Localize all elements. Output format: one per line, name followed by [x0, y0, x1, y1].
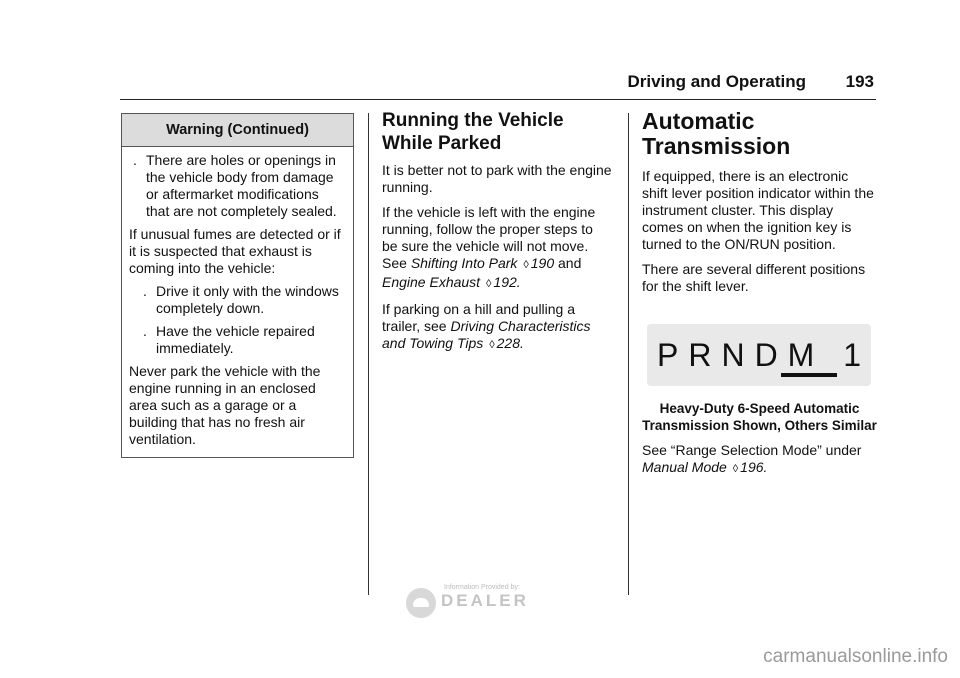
warning-box: [121, 113, 354, 458]
warning-bullet: [139, 283, 345, 317]
paragraph-text: If parking on a hill and pulling a trailer, see: [382, 301, 576, 334]
indicator-underline: [781, 373, 837, 377]
reference-link[interactable]: Engine Exhaust: [382, 274, 481, 290]
warning-paragraph: Never park the vehicle with the engine running in an enclosed area such as a garage or a building that has no fresh air ventilation.: [129, 363, 321, 447]
bullet-icon: .: [143, 323, 147, 339]
header-title: Driving and Operating: [627, 72, 806, 91]
dealer-logo-icon: [406, 588, 436, 618]
page-reference-icon: ◊: [732, 463, 739, 475]
indicator-letters: PRNDM: [657, 337, 825, 373]
reference-page[interactable]: 190: [530, 255, 555, 271]
watermark-brand: DEALER: [441, 591, 529, 610]
page-header: [120, 72, 876, 100]
reference-page[interactable]: 228.: [496, 335, 524, 351]
column-divider-left: [368, 113, 369, 595]
warning-sub-bullets: [129, 283, 345, 357]
page-reference-icon: ◊: [485, 278, 492, 290]
body-paragraph: [382, 204, 612, 293]
reference-link[interactable]: Shifting Into Park: [410, 255, 518, 271]
paragraph-text: and: [558, 255, 582, 271]
section-heading: Running the Vehicle While Parked: [382, 110, 564, 154]
body-paragraph: If equipped, there is an electronic shift lever position indicator within the instrument cluster. This display comes on when the ignition key is turned to the ON/RUN position.: [642, 168, 874, 252]
column-running-parked: [382, 109, 612, 362]
watermark-small-text: Information Provided by:: [444, 584, 520, 591]
paragraph-text: See “Range Selection Mode” under: [642, 442, 862, 458]
section-heading: Automatic Transmission: [642, 108, 791, 159]
indicator-digit: 1: [843, 337, 861, 373]
column-divider-right: [628, 113, 629, 595]
reference-link[interactable]: Driving Characteristics and Towing Tips: [382, 318, 591, 351]
page-number: 193: [845, 72, 874, 91]
warning-heading: Warning (Continued): [122, 114, 353, 147]
warning-bullet-text: Drive it only with the windows completely down.: [156, 283, 339, 316]
warning-bullet-text: Have the vehicle repaired immediately.: [156, 323, 315, 356]
body-paragraph: It is better not to park with the engine running.: [382, 162, 612, 195]
site-footer[interactable]: carmanualsonline.info: [763, 646, 948, 667]
bullet-icon: .: [143, 283, 147, 299]
body-paragraph: There are several different positions for the shift lever.: [642, 261, 866, 294]
page-reference-icon: ◊: [523, 259, 529, 271]
warning-paragraph: If unusual fumes are detected or if it is suspected that exhaust is coming into the vehicle:: [129, 226, 341, 276]
warning-bullet: [129, 152, 345, 220]
warning-body: [122, 147, 353, 448]
reference-page[interactable]: 192.: [493, 274, 521, 290]
figure-caption: Heavy-Duty 6-Speed Automatic Transmission Shown, Others Similar: [642, 401, 877, 433]
column-automatic-transmission: [642, 109, 877, 486]
reference-link[interactable]: Manual Mode: [642, 459, 727, 475]
dealer-watermark: [404, 584, 546, 618]
shift-position-indicator: [647, 324, 871, 386]
warning-bullet-text: There are holes or openings in the vehicle body from damage or aftermarket modifications that are not completely sealed.: [146, 152, 337, 219]
bullet-icon: .: [133, 152, 137, 168]
reference-page[interactable]: 196.: [740, 459, 768, 475]
body-paragraph: [642, 442, 877, 478]
paragraph-text: If the vehicle is left with the engine running, follow the proper steps to be sure the vehicle will not move. See: [382, 204, 596, 271]
warning-bullet: [139, 323, 345, 357]
body-paragraph: [382, 301, 612, 354]
page-reference-icon: ◊: [489, 339, 495, 351]
